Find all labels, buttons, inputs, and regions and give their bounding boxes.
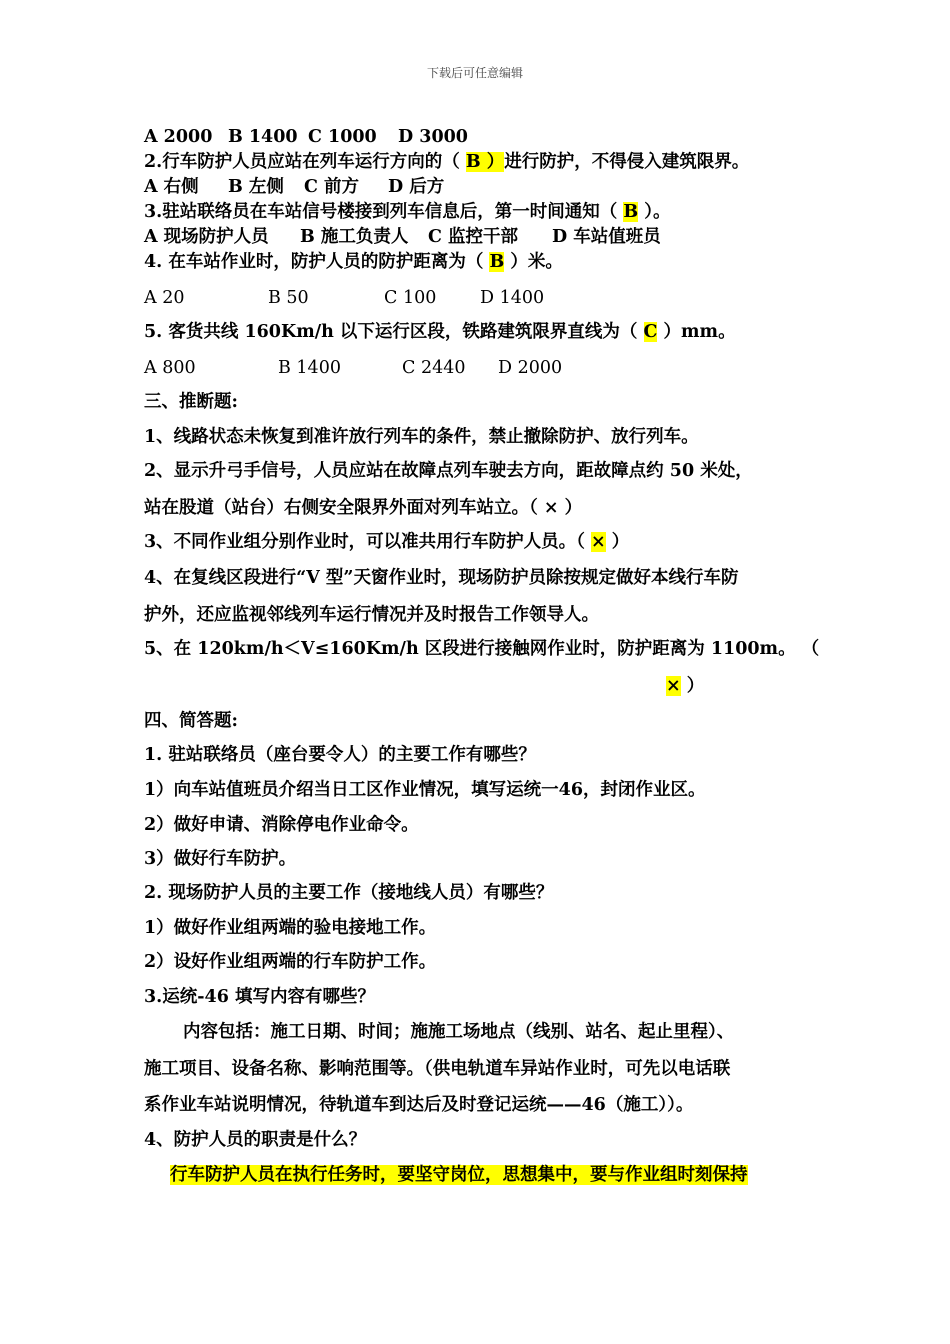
section-3-title: 三、推断题: xyxy=(144,392,238,412)
judgement-2-line-1: 2、显示升弓手信号，人员应站在故障点列车驶去方向，距故障点约 50 米处， xyxy=(144,461,753,481)
q2-option-c: C 前方 xyxy=(304,177,360,197)
q1-option-c: C 1000 xyxy=(308,127,377,147)
q4-answer: B xyxy=(489,252,505,272)
q1-option-a: A 2000 xyxy=(144,127,213,147)
q5-options xyxy=(144,356,562,380)
q4-option-c: C 100 xyxy=(384,288,437,308)
q3-option-b: B 施工负责人 xyxy=(300,227,409,247)
q4-option-d: D 1400 xyxy=(480,288,545,308)
short-q3-answer-line-2: 施工项目、设备名称、影响范围等。（供电轨道车异站作业时，可先以电话联 xyxy=(144,1059,731,1079)
q3-option-a: A 现场防护人员 xyxy=(144,227,269,247)
section-4-title: 四、简答题: xyxy=(144,711,238,731)
j3-answer: × xyxy=(591,532,606,552)
short-q4: 4、防护人员的职责是什么？ xyxy=(144,1130,367,1150)
q3-option-d: D 车站值班员 xyxy=(552,227,661,247)
q5-text-pre: 5. 客货共线 160Km/h 以下运行区段，铁路建筑限界直线为（ xyxy=(144,322,644,342)
short-q2: 2. 现场防护人员的主要工作（接地线人员）有哪些？ xyxy=(144,883,554,903)
q3-answer: B xyxy=(623,202,639,222)
q4-option-a: A 20 xyxy=(144,288,185,308)
j5-answer: × xyxy=(666,676,681,696)
q4-text-post: ）米。 xyxy=(504,252,563,272)
page-header: 下载后可任意编辑 xyxy=(426,66,523,80)
q5-text-post: ）mm。 xyxy=(657,322,736,342)
short-q3: 3.运统-46 填写内容有哪些？ xyxy=(144,987,375,1007)
q5-option-b: B 1400 xyxy=(278,358,341,378)
q3-text-post: ）。 xyxy=(638,202,671,222)
short-q1-answer-1: 1）向车站值班员介绍当日工区作业情况，填写运统一46，封闭作业区。 xyxy=(144,780,706,800)
q3-options xyxy=(144,225,661,249)
q3-option-c: C 监控干部 xyxy=(428,227,519,247)
q5-answer: C xyxy=(643,322,658,342)
q1-options xyxy=(144,125,468,149)
judgement-1: 1、线路状态未恢复到准许放行列车的条件，禁止撤除防护、放行列车。 xyxy=(144,427,699,447)
short-q2-answer-1: 1）做好作业组两端的验电接地工作。 xyxy=(144,918,437,938)
q5-option-c: C 2440 xyxy=(402,358,466,378)
judgement-4-line-2: 护外，还应监视邻线列车运行情况并及时报告工作领导人。 xyxy=(144,605,599,625)
judgement-4-line-1: 4、在复线区段进行“V 型”天窗作业时，现场防护员除按规定做好本线行车防 xyxy=(144,568,739,588)
short-q1-answer-2: 2）做好申请、消除停电作业命令。 xyxy=(144,815,419,835)
q3-text-pre: 3.驻站联络员在车站信号楼接到列车信息后，第一时间通知（ xyxy=(144,202,624,222)
q4-options xyxy=(144,286,544,310)
q1-option-d: D 3000 xyxy=(398,127,468,147)
question-5 xyxy=(144,320,736,344)
j5-text-post: ） xyxy=(680,676,705,696)
short-q2-answer-2: 2）设好作业组两端的行车防护工作。 xyxy=(144,952,437,972)
q4-text-pre: 4. 在车站作业时，防护人员的防护距离为（ xyxy=(144,252,490,272)
q2-option-d: D 后方 xyxy=(388,177,445,197)
q2-text-pre: 2.行车防护人员应站在列车运行方向的（ xyxy=(144,152,466,172)
q2-option-b: B 左侧 xyxy=(228,177,284,197)
short-q3-answer-line-1: 内容包括：施工日期、时间；施施工场地点（线别、站名、起止里程）、 xyxy=(183,1022,735,1042)
question-3 xyxy=(144,200,671,224)
q1-option-b: B 1400 xyxy=(228,127,298,147)
judgement-3 xyxy=(144,530,629,554)
short-q4-answer-highlight: 行车防护人员在执行任务时，要坚守岗位，思想集中，要与作业组时刻保持 xyxy=(170,1165,748,1185)
q5-option-d: D 2000 xyxy=(498,358,563,378)
judgement-5-line-2 xyxy=(666,674,704,698)
q2-options xyxy=(144,175,444,199)
j3-text-post: ） xyxy=(605,532,630,552)
judgement-2-line-2: 站在股道（站台）右侧安全限界外面对列车站立。（ × ） xyxy=(144,498,583,518)
question-2 xyxy=(144,150,749,174)
short-q1: 1. 驻站联络员（座台要令人）的主要工作有哪些？ xyxy=(144,745,536,765)
q2-answer: B ） xyxy=(465,152,505,172)
judgement-5-line-1: 5、在 120km/h＜V≤160Km/h 区段进行接触网作业时，防护距离为 1100m。 （ xyxy=(144,639,820,659)
q2-text-post: 进行防护，不得侵入建筑限界。 xyxy=(504,152,750,172)
q5-option-a: A 800 xyxy=(144,358,196,378)
short-q3-answer-line-3: 系作业车站说明情况，待轨道车到达后及时登记运统——46（施工））。 xyxy=(144,1095,694,1115)
q2-option-a: A 右侧 xyxy=(144,177,199,197)
j3-text-pre: 3、不同作业组分别作业时，可以准共用行车防护人员。（ xyxy=(144,532,592,552)
short-q1-answer-3: 3）做好行车防护。 xyxy=(144,849,297,869)
short-q4-answer-line-1 xyxy=(170,1163,748,1187)
q4-option-b: B 50 xyxy=(268,288,309,308)
question-4 xyxy=(144,250,563,274)
